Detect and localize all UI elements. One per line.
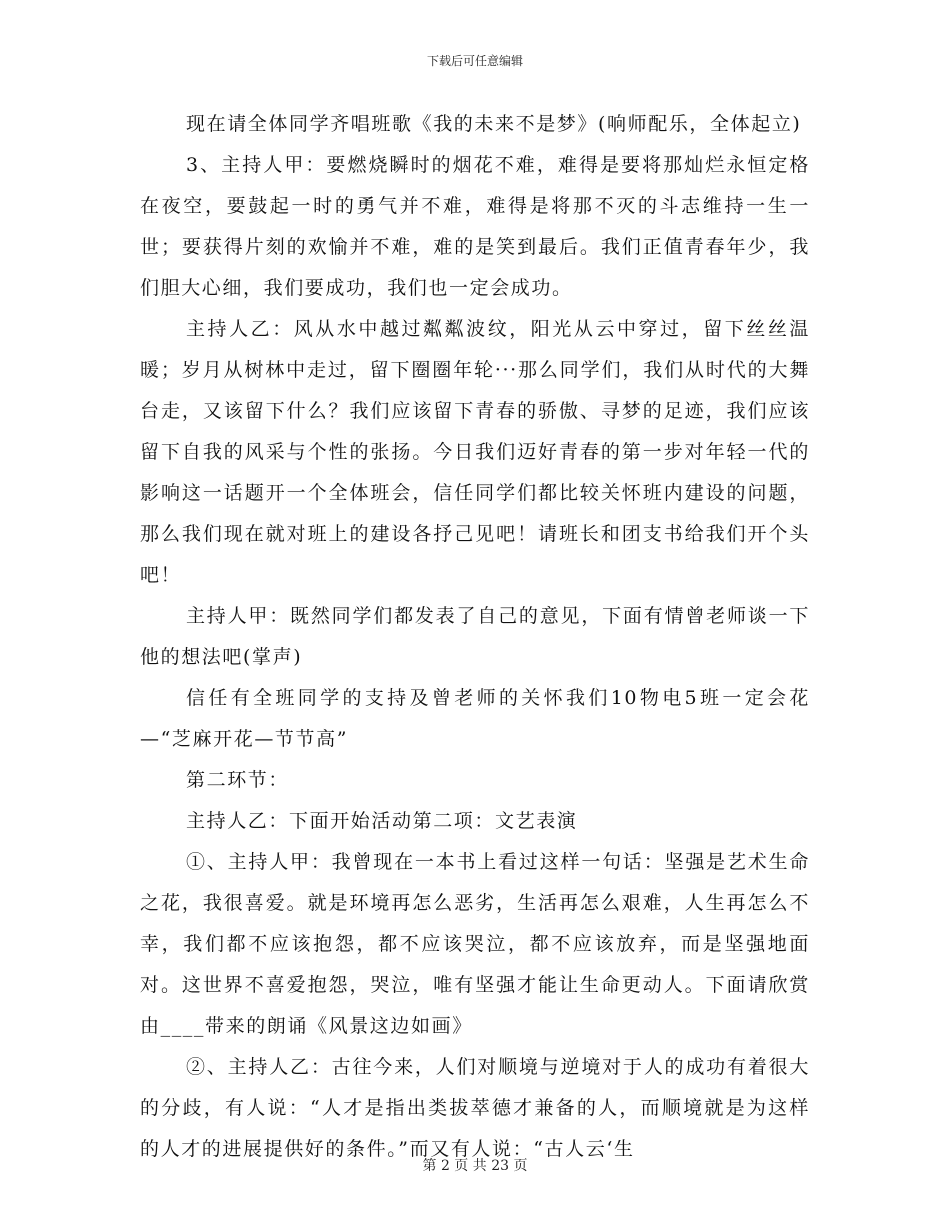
document-body [140,104,810,1170]
paragraph-class-confidence: 信任有全班同学的支持及曾老师的关怀我们10物电5班一定会花—“芝麻开花—节节高” [140,687,810,750]
paragraph-host-a-fireworks: 3、主持人甲：要燃烧瞬时的烟花不难，难得是要将那灿烂永恒定格在夜空，要鼓起一时的勇气并不难，难得是将那不灭的斗志维持一生一世；要获得片刻的欢愉并不难，难的是笑到最后。我们正值青春年少，我们胆大心细，我们要成功，我们也一定会成功。 [140,154,810,299]
paragraph-host-a-teacher: 主持人甲：既然同学们都发表了自己的意见，下面有情曾老师谈一下他的想法吧(掌声) [140,605,810,668]
paragraph-host-a-recitation: ①、主持人甲：我曾现在一本书上看过这样一句话：坚强是艺术生命之花，我很喜爱。就是环境再怎么恶劣，生活再怎么艰难，人生再怎么不幸，我们都不应该抱怨，都不应该哭泣，都不应该放弃，而是坚强地面对。这世界不喜爱抱怨，哭泣，唯有坚强才能让生命更动人。下面请欣赏由____带来的朗诵《风景这边如画》 [140,851,810,1037]
paragraph-section-two-heading: 第二环节： [186,769,290,791]
paragraph-host-b-performance: 主持人乙：下面开始活动第二项：文艺表演 [186,810,578,832]
paragraph-host-b-adversity: ②、主持人乙：古往今来，人们对顺境与逆境对于人的成功有着很大的分歧，有人说：“人才是指出类拔萃德才兼备的人，而顺境就是为这样的人才的进展提供好的条件。”而又有人说：“古人云‘生 [140,1056,810,1160]
paragraph-class-song: 现在请全体同学齐唱班歌《我的未来不是梦》(响师配乐，全体起立) [186,113,802,135]
page-number-footer: 第 2 页 共 23 页 [422,1158,528,1174]
paragraph-host-b-youth: 主持人乙：风从水中越过粼粼波纹，阳光从云中穿过，留下丝丝温暖；岁月从树林中走过，留下圈圈年轮···那么同学们，我们从时代的大舞台走，又该留下什么？我们应该留下青春的骄傲、寻梦的足迹，我们应该留下自我的风采与个性的张扬。今日我们迈好青春的第一步对年轻一代的影响这一话题开一个全体班会，信任同学们都比较关怀班内建设的问题，那么我们现在就对班上的建设各抒己见吧！请班长和团支书给我们开个头吧！ [140,318,810,586]
page-header-note: 下载后可任意编辑 [426,54,523,68]
